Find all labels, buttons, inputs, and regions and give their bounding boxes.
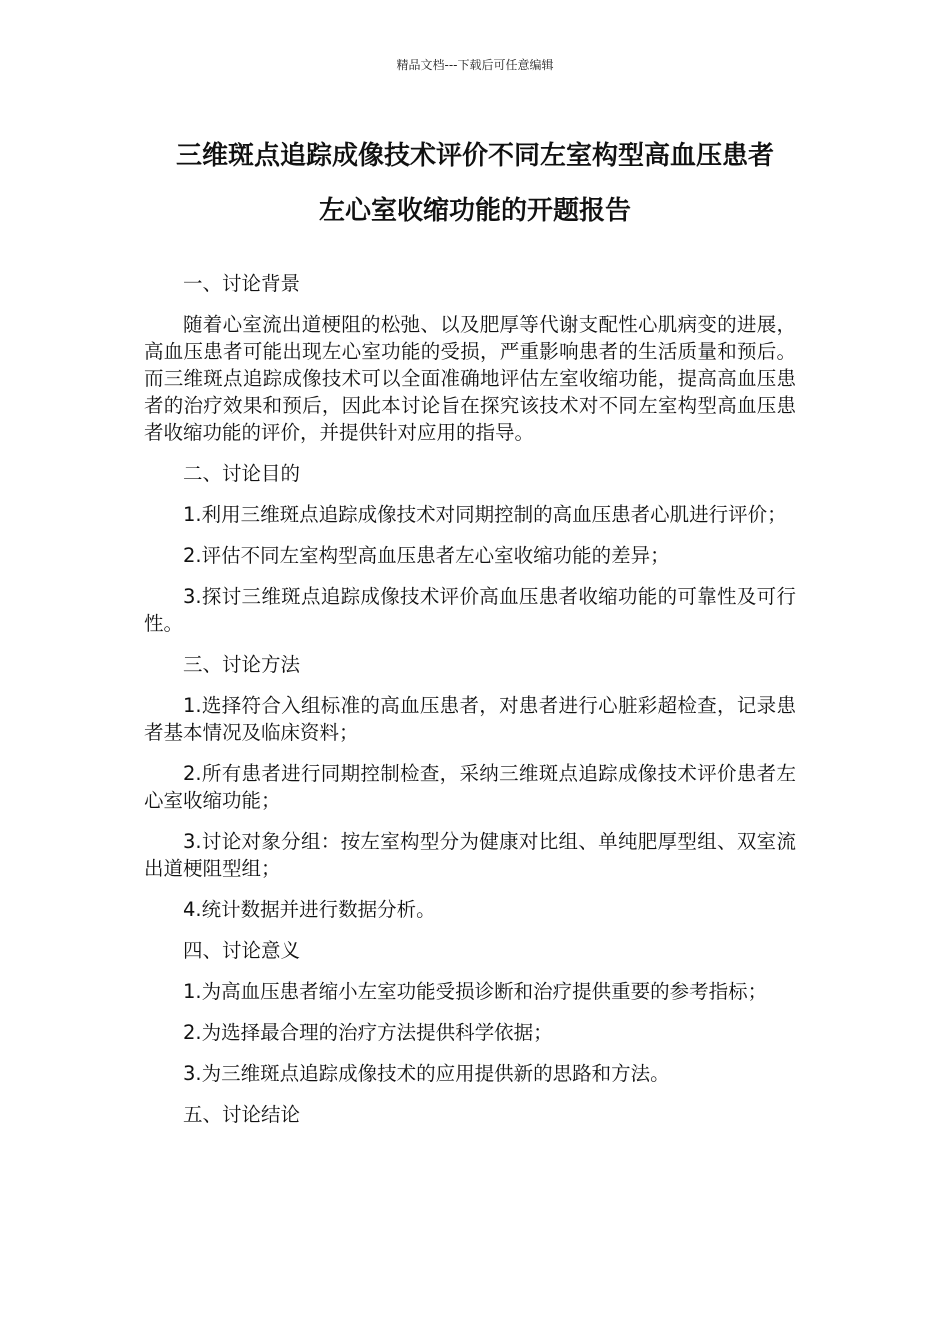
document-body [144,270,796,1142]
objective-item-2: 2.评估不同左室构型高血压患者左心室收缩功能的差异； [183,544,670,567]
objective-item-3: 3.探讨三维斑点追踪成像技术评价高血压患者收缩功能的可靠性及可行性。 [144,585,796,635]
section-heading-background: 一、讨论背景 [183,272,301,295]
method-item-2: 2.所有患者进行同期控制检查，采纳三维斑点追踪成像技术评价患者左心室收缩功能； [144,762,796,812]
section-heading-conclusion: 五、讨论结论 [183,1103,301,1126]
document-title-line-1: 三维斑点追踪成像技术评价不同左室构型高血压患者 [175,141,774,171]
method-item-4: 4.统计数据并进行数据分析。 [183,898,436,921]
section-heading-objectives: 二、讨论目的 [183,462,301,485]
section-heading-methods: 三、讨论方法 [183,653,301,676]
section-heading-significance: 四、讨论意义 [183,939,301,962]
page-header-note: 精品文档---下载后可任意编辑 [396,58,554,72]
document-title-line-2: 左心室收缩功能的开题报告 [318,196,631,226]
method-item-3: 3.讨论对象分组：按左室构型分为健康对比组、单纯肥厚型组、双室流出道梗阻型组； [144,830,796,880]
significance-item-2: 2.为选择最合理的治疗方法提供科学依据； [183,1021,553,1044]
method-item-1: 1.选择符合入组标准的高血压患者，对患者进行心脏彩超检查，记录患者基本情况及临床资料； [144,694,796,744]
significance-item-3: 3.为三维斑点追踪成像技术的应用提供新的思路和方法。 [183,1062,670,1085]
significance-item-1: 1.为高血压患者缩小左室功能受损诊断和治疗提供重要的参考指标； [183,980,768,1003]
objective-item-1: 1.利用三维斑点追踪成像技术对同期控制的高血压患者心肌进行评价； [183,503,787,526]
background-paragraph: 随着心室流出道梗阻的松弛、以及肥厚等代谢支配性心肌病变的进展，高血压患者可能出现左心室功能的受损，严重影响患者的生活质量和预后。而三维斑点追踪成像技术可以全面准确地评估左室收缩功能，提高高血压患者的治疗效果和预后，因此本讨论旨在探究该技术对不同左室构型高血压患者收缩功能的评价，并提供针对应用的指导。 [144,313,796,444]
